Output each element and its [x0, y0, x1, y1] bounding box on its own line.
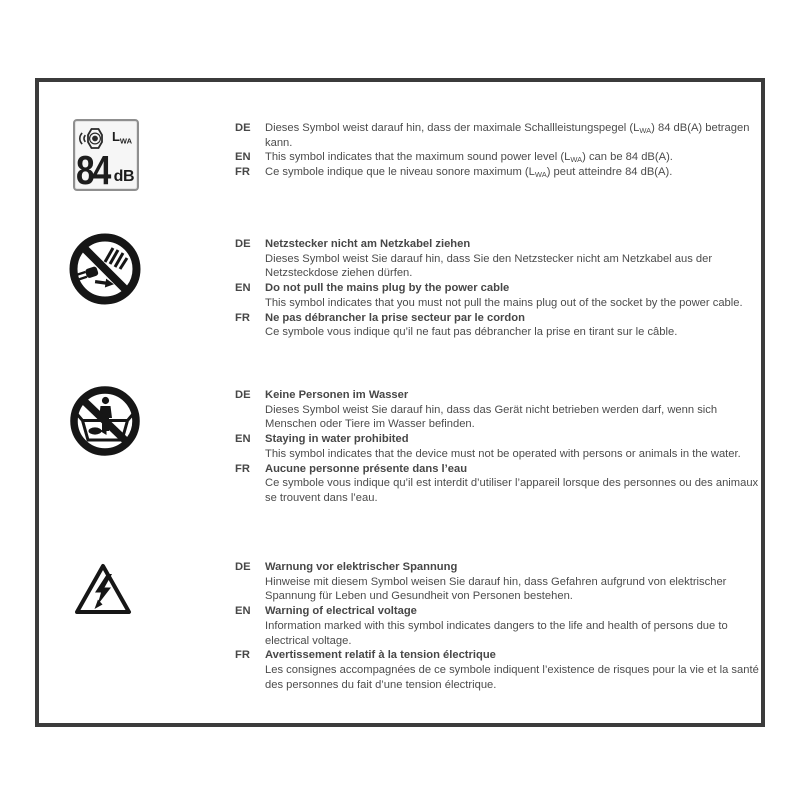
sound-level-value: 84 — [76, 147, 110, 193]
page-border-frame — [35, 78, 765, 727]
text-block-no-water — [235, 388, 761, 506]
text-block-voltage — [235, 560, 761, 692]
lang-entry-de — [235, 237, 761, 281]
no-pull-plug-prohibition-icon — [69, 233, 141, 310]
entry-body: This symbol indicates that the device must not be operated with persons or animals in the water. — [265, 447, 741, 460]
lang-entry-en — [235, 432, 761, 461]
sound-level-unit: dB — [113, 168, 134, 185]
entry-heading: Keine Personen im Wasser — [265, 389, 409, 401]
lang-entry-de — [235, 121, 761, 150]
entry-heading: Avertissement relatif à la tension électrique — [265, 649, 496, 662]
lang-label: FR — [235, 462, 250, 475]
entry-heading: Warnung vor elektrischer Spannung — [265, 561, 458, 573]
lang-entry-fr — [235, 462, 761, 506]
no-persons-in-water-prohibition-icon — [68, 385, 142, 462]
entry-heading: Netzstecker nicht am Netzkabel ziehen — [265, 238, 471, 250]
lang-entry-en — [235, 604, 761, 648]
entry-body: Ce symbole indique que le niveau sonore maximum $(L_{WA})$ peut atteindre 84 dB(A). — [265, 166, 673, 180]
lang-label: FR — [235, 649, 250, 662]
lang-entry-fr — [235, 648, 761, 692]
entry-body: This symbol indicates that the maximum sound power level $(L_{WA})$ can be 84 dB(A). — [265, 151, 673, 165]
lwa-label: $L_{WA}$ — [111, 129, 132, 146]
sound-power-label-box — [73, 119, 139, 191]
text-block-no-pull-plug — [235, 237, 761, 340]
entry-body: Dieses Symbol weist darauf hin, dass der maximale Schallleistungspegel $(L_{WA})$ 84 dB(A) betragen kann. — [265, 122, 750, 149]
entry-heading: Warning of electrical voltage — [265, 605, 417, 618]
entry-body: Dieses Symbol weist Sie darauf hin, dass Sie den Netzstecker nicht am Netzkabel aus der Netzsteckdose ziehen dürfen. — [265, 252, 713, 280]
lang-label: EN — [235, 605, 251, 618]
sound-power-level-symbol — [73, 119, 139, 191]
lang-entry-en — [235, 281, 761, 310]
lang-label: DE — [235, 561, 251, 573]
entry-body: Hinweise mit diesem Symbol weisen Sie darauf hin, dass Gefahren aufgrund von elektrischer Spannung für Leben und Gesundheit von Personen bestehen. — [265, 575, 727, 603]
entry-body: Ce symbole vous indique qu’il est interdit d’utiliser l’appareil lorsque des personnes ou des animaux se trouvent dans l’eau. — [265, 477, 759, 504]
electrical-voltage-warning-triangle-icon — [73, 561, 133, 624]
text-block-sound-power — [235, 121, 761, 180]
lang-entry-de — [235, 560, 761, 604]
entry-body: This symbol indicates that you must not pull the mains plug out of the socket by the power cable. — [265, 296, 743, 309]
lang-entry-en — [235, 150, 761, 165]
entry-heading: Do not pull the mains plug by the power cable — [265, 282, 510, 295]
entry-body: Ce symbole vous indique qu’il ne faut pas débrancher la prise en tirant sur le câble. — [265, 326, 678, 339]
lang-label: EN — [235, 151, 251, 164]
entry-heading: Aucune personne présente dans l’eau — [265, 462, 468, 475]
lang-label: DE — [235, 389, 251, 401]
entry-heading: Staying in water prohibited — [265, 433, 409, 446]
lang-entry-fr — [235, 311, 761, 340]
entry-body: Information marked with this symbol indicates dangers to the life and health of persons due to electrical voltage. — [265, 619, 728, 647]
entry-body: Les consignes accompagnées de ce symbole indiquent l’existence de risques pour la vie et la santé des personnes du fait d’une tension électrique. — [265, 663, 759, 691]
lang-label: EN — [235, 433, 251, 446]
entry-heading: Ne pas débrancher la prise secteur par le cordon — [265, 311, 525, 324]
lang-entry-fr — [235, 165, 761, 180]
lang-label: FR — [235, 311, 250, 324]
lang-label: DE — [235, 238, 251, 250]
entry-body: Dieses Symbol weist Sie darauf hin, dass das Gerät nicht betrieben werden darf, wenn sich Menschen oder Tiere im Wasser befinden. — [265, 403, 718, 431]
lang-entry-de — [235, 388, 761, 432]
lang-label: FR — [235, 166, 250, 179]
lang-label: DE — [235, 122, 251, 134]
lang-label: EN — [235, 282, 251, 295]
